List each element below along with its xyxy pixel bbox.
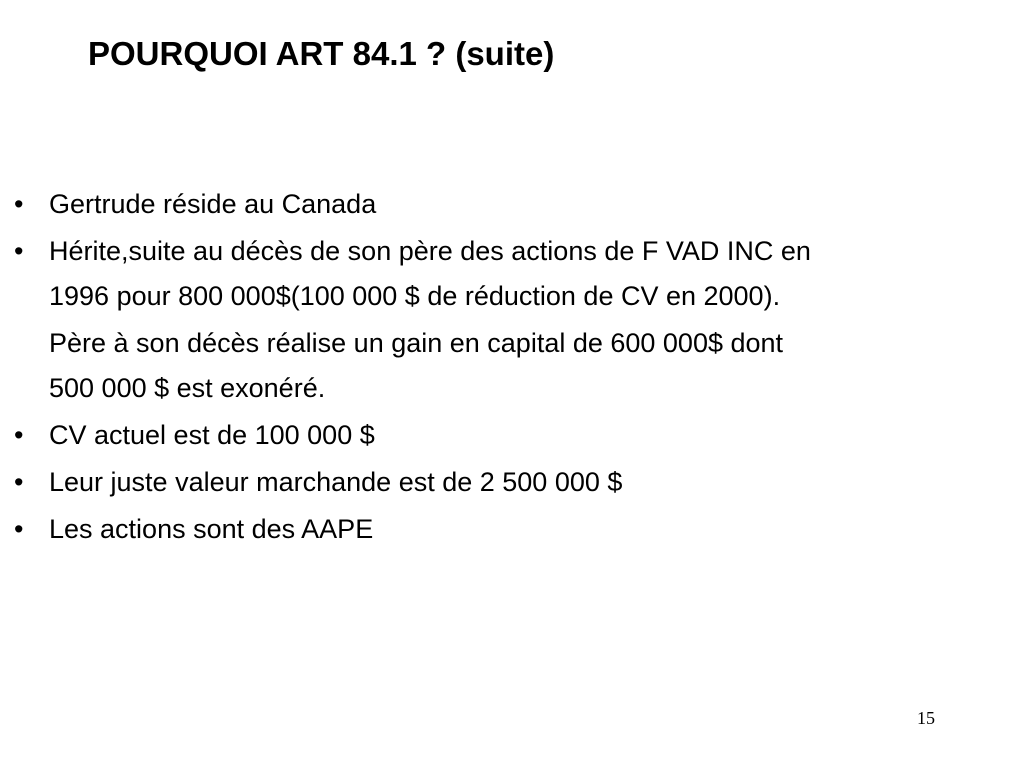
bullet-text-line: Les actions sont des AAPE	[49, 514, 374, 544]
bullet-dot-icon: •	[14, 236, 24, 266]
bullet-text-line: Gertrude réside au Canada	[49, 189, 377, 219]
bullet-text-line: Hérite,suite au décès de son père des actions de F VAD INC en	[49, 236, 811, 266]
bullet-list	[14, 182, 1014, 554]
bullet-item	[14, 460, 1014, 505]
bullet-dot-icon: •	[14, 420, 24, 450]
bullet-text-line: 500 000 $ est exonéré.	[49, 373, 326, 403]
continuation-paragraph	[14, 321, 1014, 411]
bullet-text-line: Leur juste valeur marchande est de 2 500 000 $	[49, 467, 623, 497]
bullet-item	[14, 229, 1014, 319]
bullet-item	[14, 413, 1014, 458]
slide-title: POURQUOI ART 84.1 ? (suite)	[88, 35, 555, 72]
bullet-item	[14, 507, 1014, 552]
bullet-text-line: CV actuel est de 100 000 $	[49, 420, 375, 450]
bullet-dot-icon: •	[14, 189, 24, 219]
bullet-dot-icon: •	[14, 514, 24, 544]
bullet-text-line: 1996 pour 800 000$(100 000 $ de réduction de CV en 2000).	[49, 281, 781, 311]
bullet-text-line: Père à son décès réalise un gain en capital de 600 000$ dont	[49, 328, 784, 358]
bullet-item	[14, 182, 1014, 227]
bullet-dot-icon: •	[14, 467, 24, 497]
page-number: 15	[917, 708, 935, 728]
